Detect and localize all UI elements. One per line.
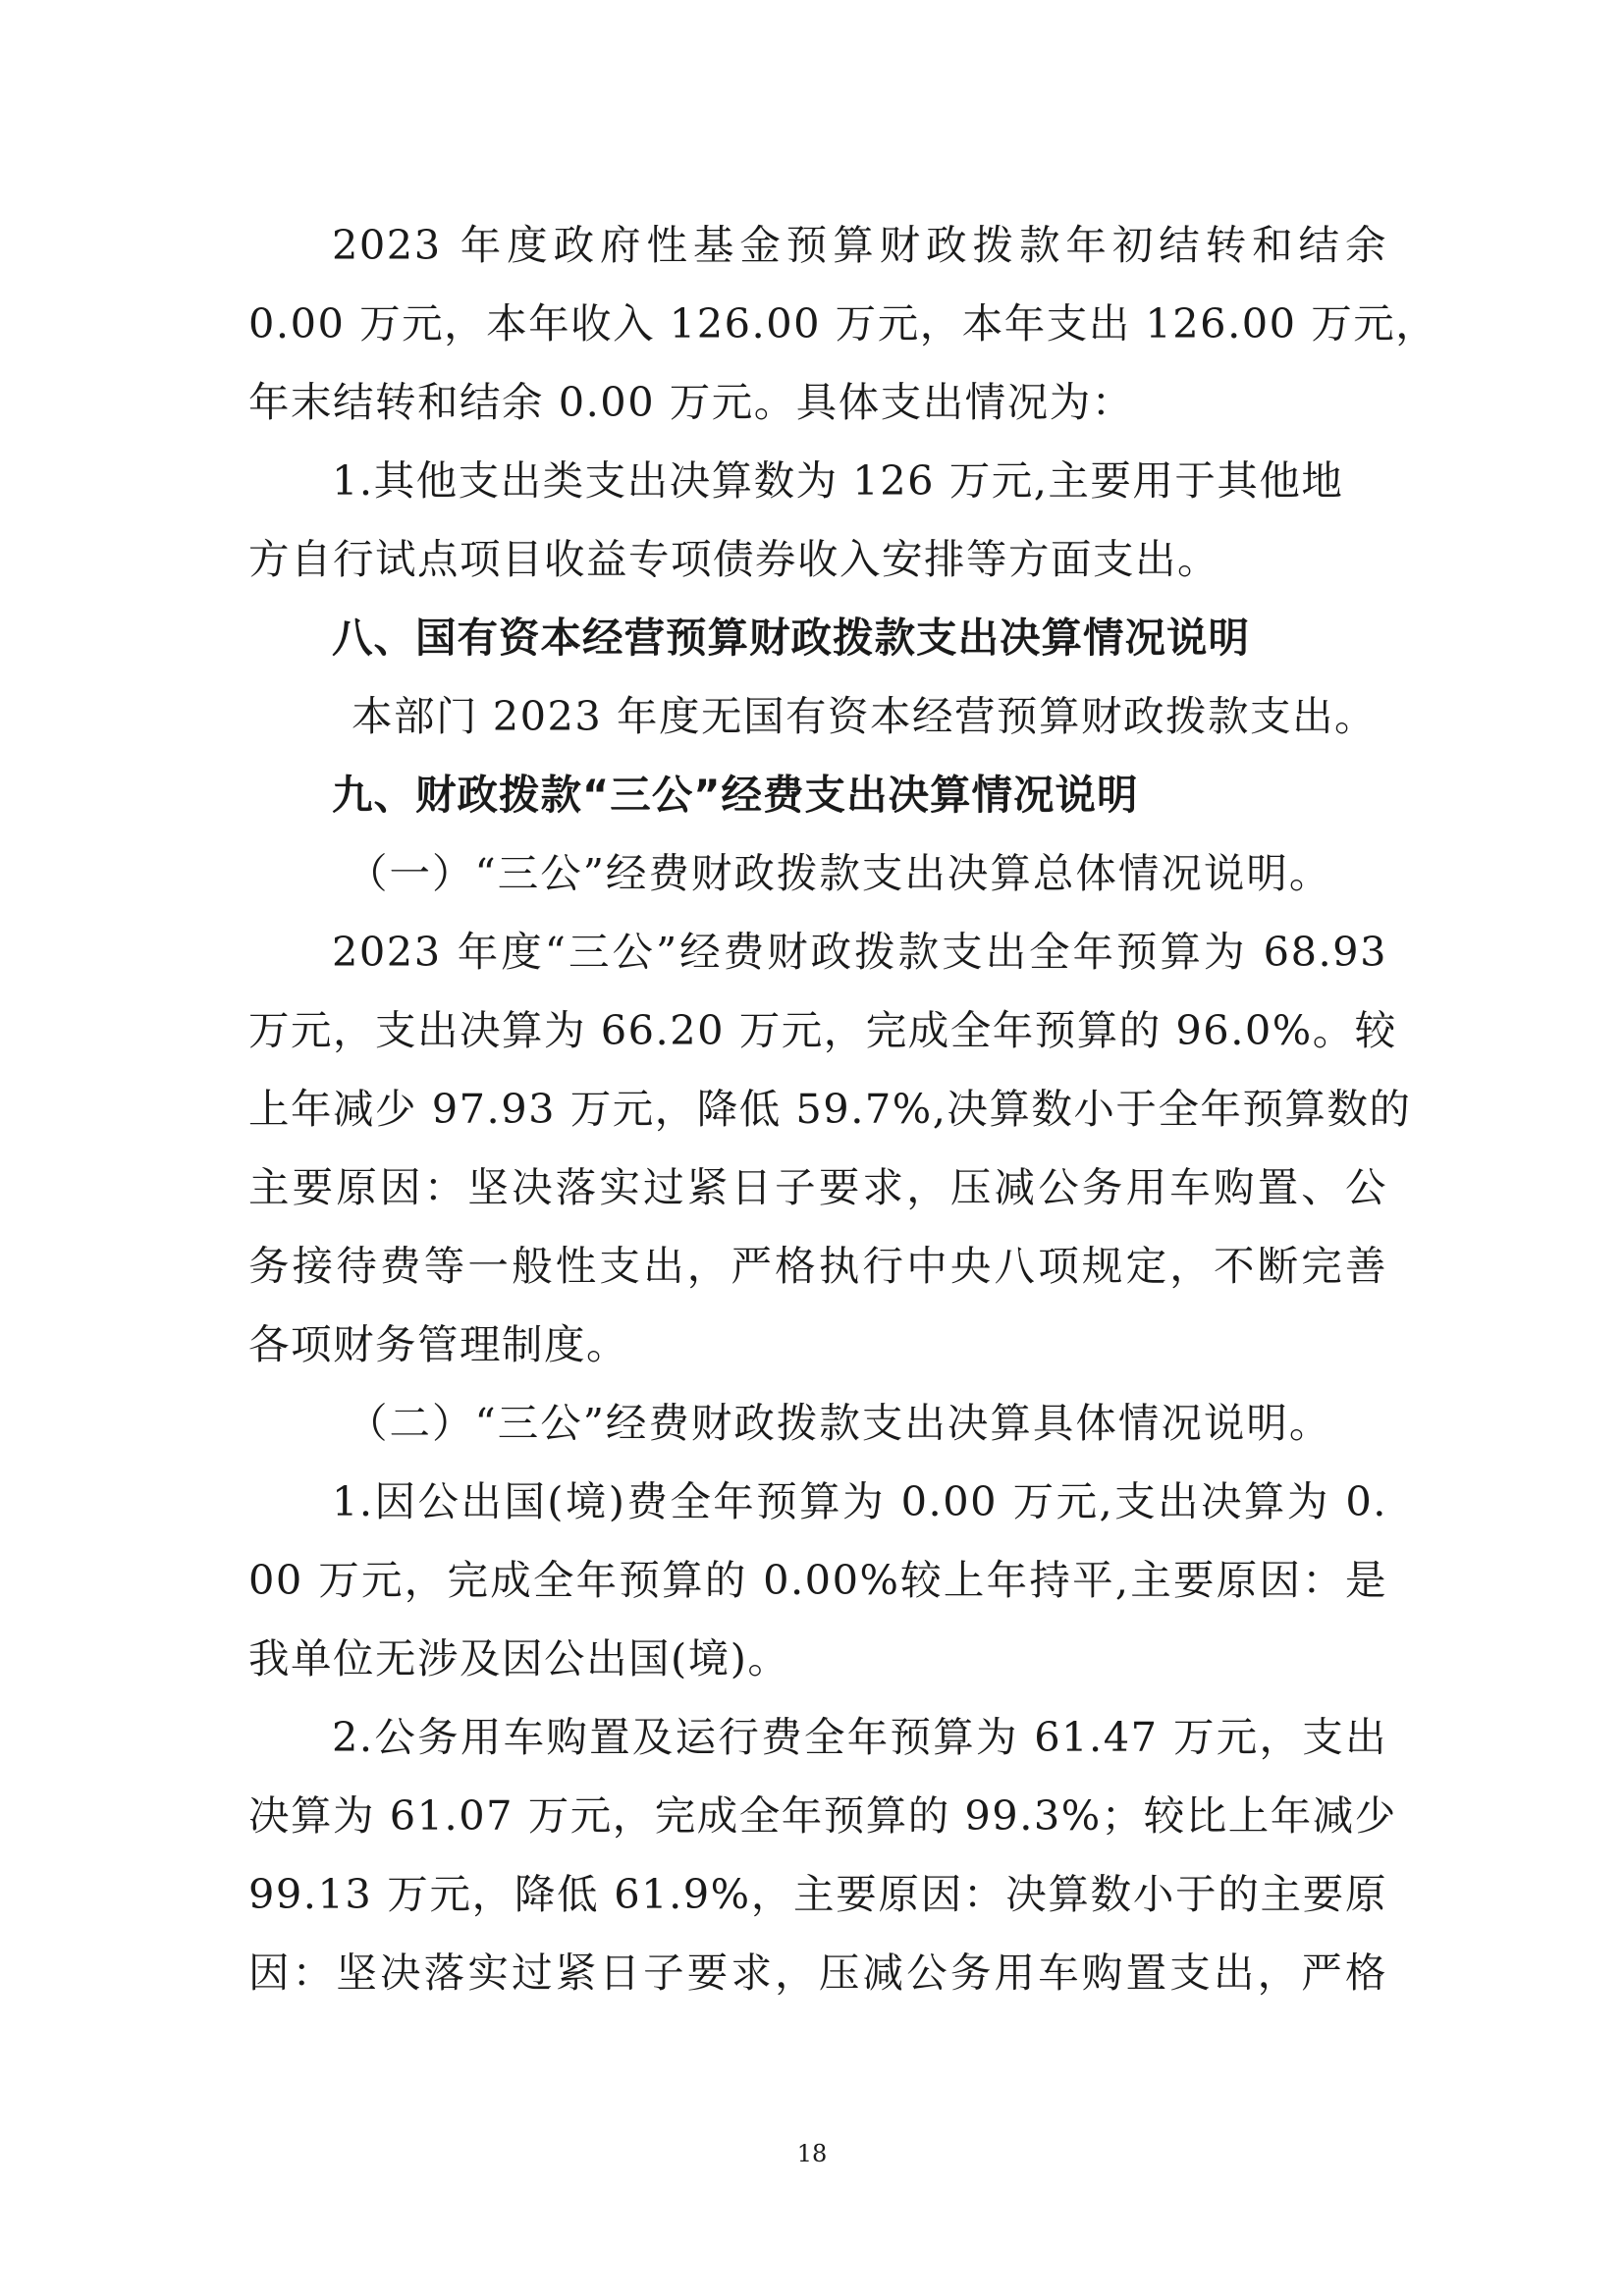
- list-item-line: 99.13 万元，降低 61.9%，主要原因：决算数小于的主要原: [248, 1870, 1387, 1918]
- section-heading-9: 九、财政拨款“三公”经费支出决算情况说明: [332, 771, 1139, 819]
- page-number: 18: [796, 2140, 828, 2167]
- body-text-line: 0.00 万元，本年收入 126.00 万元，本年支出 126.00 万元，: [248, 299, 1438, 347]
- subsection-heading-2: （二）“三公”经费财政拨款支出决算具体情况说明。: [347, 1399, 1332, 1447]
- list-item-line: 决算为 61.07 万元，完成全年预算的 99.3%；较比上年减少: [248, 1791, 1397, 1840]
- document-body: [248, 206, 1438, 2012]
- body-text-line: 2023 年度“三公”经费财政拨款支出全年预算为 68.93: [332, 928, 1387, 976]
- body-text-line: 主要原因：坚决落实过紧日子要求，压减公务用车购置、公: [248, 1163, 1387, 1211]
- list-item-line: 1.因公出国(境)费全年预算为 0.00 万元,支出决算为 0.: [332, 1477, 1387, 1525]
- body-text-line: 上年减少 97.93 万元，降低 59.7%,决算数小于全年预算数的: [248, 1085, 1412, 1133]
- subsection-heading-1: （一）“三公”经费财政拨款支出决算总体情况说明。: [347, 849, 1332, 897]
- section-heading-8: 八、国有资本经营预算财政拨款支出决算情况说明: [332, 614, 1251, 662]
- list-item-line: 我单位无涉及因公出国(境)。: [248, 1634, 790, 1682]
- list-item-line: 1.其他支出类支出决算数为 126 万元,主要用于其他地: [332, 456, 1344, 505]
- list-item-line: 因：坚决落实过紧日子要求，压减公务用车购置支出，严格: [248, 1949, 1387, 1997]
- body-text-line: 年末结转和结余 0.00 万元。具体支出情况为：: [248, 378, 1134, 426]
- list-item-line: 方自行试点项目收益专项债券收入安排等方面支出。: [248, 535, 1220, 583]
- list-item-line: 2.公务用车购置及运行费全年预算为 61.47 万元，支出: [332, 1713, 1387, 1761]
- body-text-line: 本部门 2023 年度无国有资本经营预算财政拨款支出。: [352, 692, 1377, 740]
- body-text-line: 务接待费等一般性支出，严格执行中央八项规定，不断完善: [248, 1242, 1387, 1290]
- body-text-line: 2023 年度政府性基金预算财政拨款年初结转和结余: [332, 221, 1387, 269]
- list-item-line: 00 万元，完成全年预算的 0.00%较上年持平,主要原因：是: [248, 1556, 1387, 1604]
- body-text-line: 万元，支出决算为 66.20 万元，完成全年预算的 96.0%。较: [248, 1006, 1397, 1054]
- body-text-line: 各项财务管理制度。: [248, 1320, 629, 1368]
